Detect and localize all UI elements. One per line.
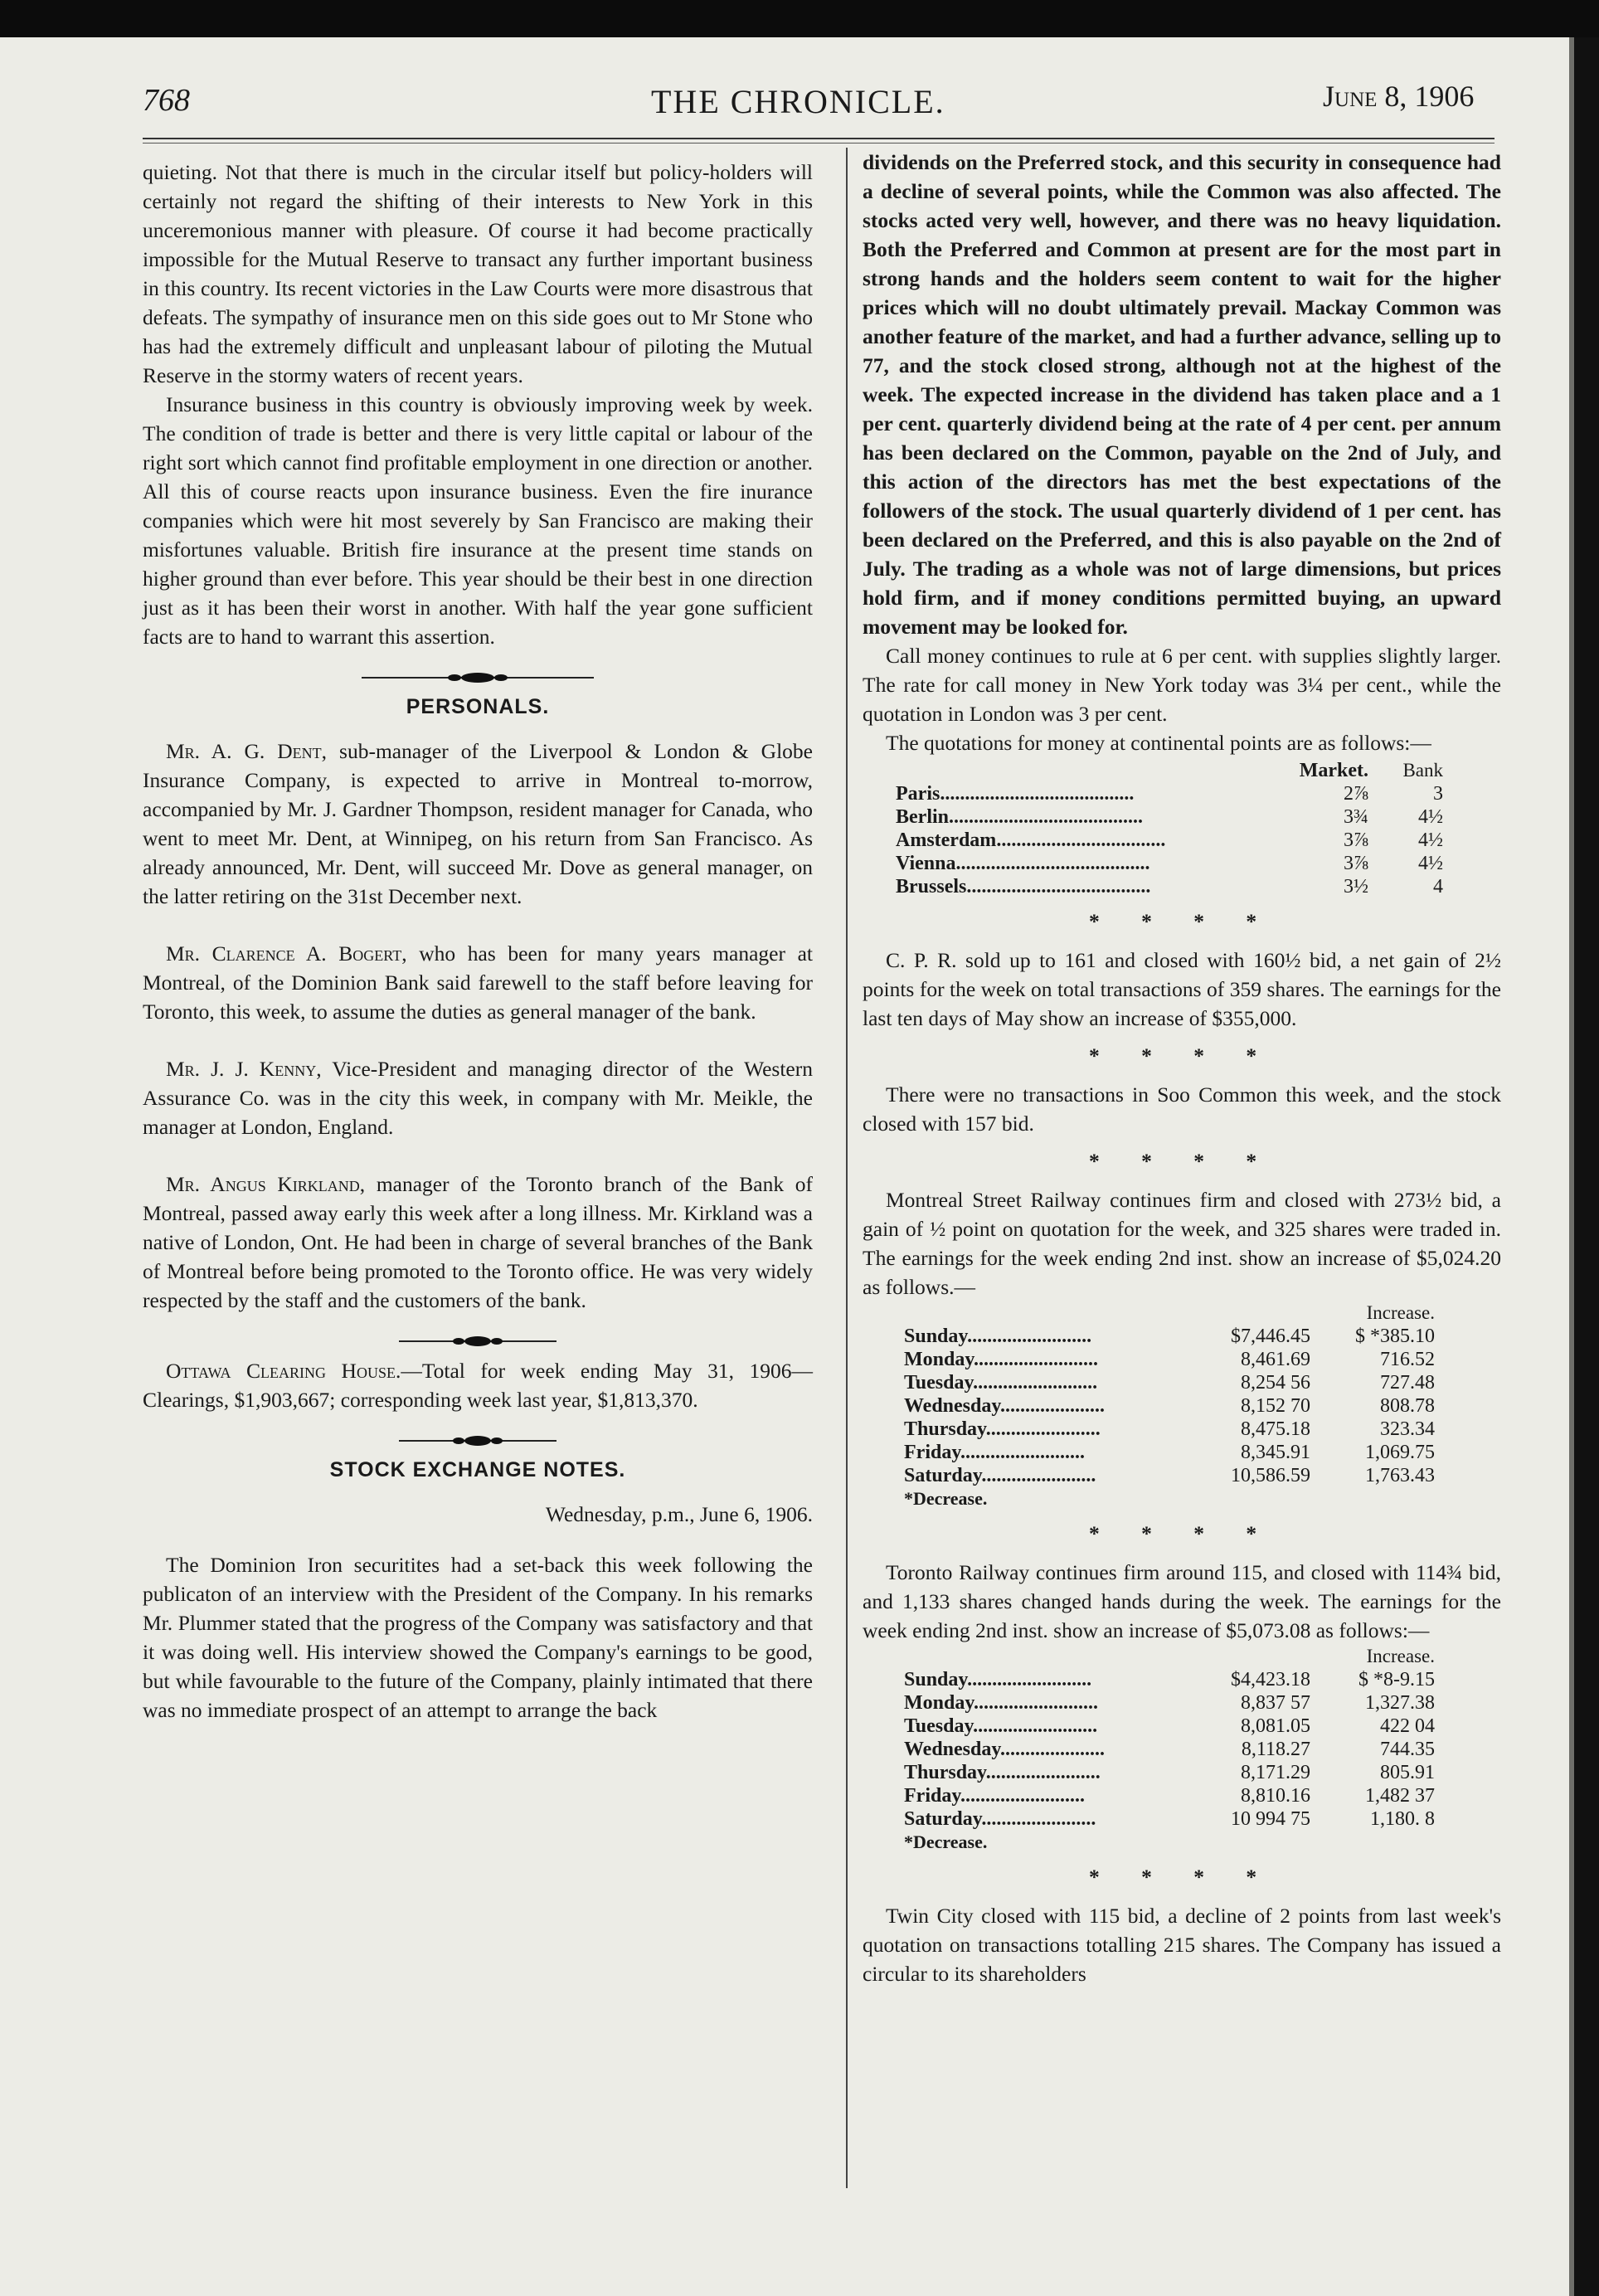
bank-rate: 4½ bbox=[1418, 829, 1443, 851]
paragraph: quieting. Not that there is much in the circular itself but policy-holders will certainly not regard the shifting of their interests to New York in this unceremonious manner with pleasure. Of course it had become practically impossible for the Mutual Reserve to transact any further important business in this country. Its recent victories in the Law Courts were more disastrous that defeats. The sympathy of insurance men on this side goes out to Mr Stone who has had the extremely difficult and unpleasant labour of piloting the Mutual Reserve in the stormy waters of recent years. bbox=[143, 160, 813, 387]
clearing-house-text: —Total for week ending May 31, 1906—Clearings, $1,903,667; corresponding week last year, $1,813,370. bbox=[143, 1359, 813, 1412]
table-header-row bbox=[904, 1645, 1435, 1668]
earnings-increase: 808.78 bbox=[1380, 1395, 1435, 1417]
earnings-increase: 422 04 bbox=[1380, 1715, 1435, 1737]
earnings-amount: 8,810.16 bbox=[1241, 1785, 1310, 1807]
earnings-amount: 8,461.69 bbox=[1241, 1349, 1310, 1370]
personal-item bbox=[143, 1054, 813, 1141]
city-label: Berlin....................................... bbox=[896, 806, 1143, 828]
left-column bbox=[143, 158, 813, 1724]
earnings-amount: 8,345.91 bbox=[1241, 1442, 1310, 1463]
earnings-amount: 10 994 75 bbox=[1231, 1808, 1310, 1830]
table-row: Monday......................... 8,837 57 1,327.38 bbox=[904, 1692, 1435, 1714]
section-separator-stars: * * * * bbox=[1088, 1149, 1276, 1173]
earnings-increase: 716.52 bbox=[1380, 1349, 1435, 1370]
day-label: Monday bbox=[904, 1349, 974, 1370]
earnings-amount: 10,586.59 bbox=[1231, 1465, 1310, 1486]
personal-item bbox=[143, 737, 813, 911]
person-name: Mr. Clarence A. Bogert, bbox=[166, 941, 407, 966]
earnings-increase: $ *8-9.15 bbox=[1358, 1669, 1435, 1690]
earnings-increase: 727.48 bbox=[1380, 1372, 1435, 1394]
paragraph: The Dominion Iron securitites had a set-back this week following the publicaton of an interview with the President of the Company. In his remarks Mr. Plummer stated that the progress of the Company was satisfactory and that it was doing well. His interview showed the Company's earnings to be good, but while favourable to the future of the Company, plainly intimated that there was no immediate prospect of an attempt to arrange the back bbox=[143, 1553, 813, 1722]
column-header-bank: Bank bbox=[1402, 760, 1443, 781]
personal-item bbox=[143, 1170, 813, 1315]
decrease-footnote: *Decrease. bbox=[904, 1488, 988, 1509]
earnings-amount: 8,118.27 bbox=[1241, 1739, 1310, 1760]
bank-rate: 3 bbox=[1433, 783, 1443, 805]
day-label: Saturday bbox=[904, 1465, 982, 1486]
table-row: Tuesday......................... 8,081.05 422 04 bbox=[904, 1715, 1435, 1737]
bank-rate: 4 bbox=[1433, 876, 1443, 897]
day-label: Sunday bbox=[904, 1326, 968, 1347]
section-separator-stars: * * * * bbox=[1088, 1043, 1276, 1068]
scan-top-border bbox=[0, 0, 1599, 37]
person-name: Mr. Angus Kirkland, bbox=[166, 1172, 366, 1196]
day-label: Sunday bbox=[904, 1669, 968, 1690]
day-label: Tuesday bbox=[904, 1715, 974, 1737]
table-footnote-row bbox=[904, 1831, 1435, 1854]
money-rates-table bbox=[896, 759, 1443, 898]
table-header-row bbox=[904, 1301, 1435, 1325]
city-label: Brussels..................................... bbox=[896, 876, 1151, 897]
table-row: Friday......................... 8,345.91 1,069.75 bbox=[904, 1442, 1435, 1463]
earnings-amount: 8,254 56 bbox=[1241, 1372, 1310, 1394]
market-rate: 3⅞ bbox=[1344, 853, 1368, 874]
table-row: Saturday....................... 10 994 75 1,180. 8 bbox=[904, 1808, 1435, 1830]
table-row: Monday......................... 8,461.69 716.52 bbox=[904, 1349, 1435, 1370]
bank-rate: 4½ bbox=[1418, 806, 1443, 828]
earnings-increase: 1,327.38 bbox=[1365, 1692, 1435, 1714]
market-rate: 3⅞ bbox=[1344, 829, 1368, 851]
person-name: Mr. J. J. Kenny, bbox=[166, 1057, 322, 1081]
city-label: Paris....................................... bbox=[896, 783, 1135, 805]
column-header-increase: Increase. bbox=[1366, 1302, 1435, 1323]
day-label: Friday bbox=[904, 1785, 961, 1807]
table-header-row bbox=[896, 759, 1443, 782]
decrease-footnote: *Decrease. bbox=[904, 1831, 988, 1852]
personal-text: manager of the Toronto branch of the Bank of Montreal, passed away early this week after a long illness. Mr. Kirkland was a native of London, Ont. He had been in charge of several branches of the Bank of Montreal before being promoted to the Toronto office. He was very widely respected by the staff and the customers of the bank. bbox=[143, 1172, 813, 1312]
earnings-amount: $7,446.45 bbox=[1231, 1326, 1310, 1347]
ornament-rule bbox=[399, 1434, 556, 1447]
market-rate: 3¾ bbox=[1344, 806, 1368, 828]
day-label: Wednesday bbox=[904, 1739, 1001, 1760]
table-row: Sunday......................... $4,423.18 $ *8-9.15 bbox=[904, 1669, 1435, 1690]
ornament-rule bbox=[362, 671, 594, 684]
column-divider bbox=[846, 148, 848, 2188]
table-row: Wednesday..................... 8,118.27 744.35 bbox=[904, 1739, 1435, 1760]
masthead-title: THE CHRONICLE. bbox=[651, 83, 945, 120]
earnings-increase: 1,482 37 bbox=[1365, 1785, 1435, 1807]
column-header-market: Market. bbox=[1299, 760, 1368, 781]
day-label: Wednesday bbox=[904, 1395, 1001, 1417]
earnings-amount: 8,171.29 bbox=[1241, 1762, 1310, 1783]
table-row bbox=[896, 782, 1443, 805]
paragraph: Twin City closed with 115 bid, a decline of 2 points from last week's quotation on transactions totalling 215 shares. The Company has issued a circular to its shareholders bbox=[863, 1904, 1501, 1986]
paragraph: Toronto Railway continues firm around 115, and closed with 114¾ bid, and 1,133 shares changed hands during the week. The earnings for the week ending 2nd inst. show an increase of $5,073.08 as follows:— bbox=[863, 1560, 1501, 1642]
earnings-amount: 8,152 70 bbox=[1241, 1395, 1310, 1417]
header-rule-thin bbox=[143, 143, 1495, 144]
personal-item bbox=[143, 939, 813, 1026]
table-row bbox=[896, 875, 1443, 898]
earnings-increase: 1,180. 8 bbox=[1370, 1808, 1435, 1830]
person-name: Mr. A. G. Dent, bbox=[166, 739, 328, 763]
table-footnote-row bbox=[904, 1487, 1435, 1510]
earnings-increase: 1,069.75 bbox=[1365, 1442, 1435, 1463]
table-row: Friday......................... 8,810.16 1,482 37 bbox=[904, 1785, 1435, 1807]
day-label: Thursday bbox=[904, 1762, 986, 1783]
section-heading-stock-exchange: STOCK EXCHANGE NOTES. bbox=[329, 1458, 626, 1481]
paragraph: The quotations for money at continental points are as follows:— bbox=[886, 731, 1431, 755]
dateline: Wednesday, p.m., June 6, 1906. bbox=[545, 1502, 813, 1526]
section-separator-stars: * * * * bbox=[1088, 1865, 1276, 1889]
day-label: Tuesday bbox=[904, 1372, 974, 1394]
market-rate: 3½ bbox=[1344, 876, 1368, 897]
day-label: Monday bbox=[904, 1692, 974, 1714]
earnings-increase: 323.34 bbox=[1380, 1418, 1435, 1440]
earnings-increase: 744.35 bbox=[1380, 1739, 1435, 1760]
table-row: Sunday......................... $7,446.45 $ *385.10 bbox=[904, 1326, 1435, 1347]
personal-text: Vice-President and managing director of the Western Assurance Co. was in the city this week, in company with Mr. Meikle, the manager at London, England. bbox=[143, 1057, 813, 1139]
paragraph: Montreal Street Railway continues firm and closed with 273½ bid, a gain of ½ point on quotation for the week, and 325 shares were traded in. The earnings for the week ending 2nd inst. show an increase of $5,024.20 as follows.— bbox=[863, 1188, 1501, 1299]
clearing-house-item bbox=[143, 1356, 813, 1414]
section-separator-stars: * * * * bbox=[1088, 1521, 1276, 1545]
table-row bbox=[896, 829, 1443, 852]
scan-right-border bbox=[1574, 37, 1599, 2296]
city-label: Vienna....................................... bbox=[896, 853, 1150, 874]
table-row: Wednesday..................... 8,152 70 808.78 bbox=[904, 1395, 1435, 1417]
issue-date: June 8, 1906 bbox=[1323, 80, 1475, 113]
column-header-increase: Increase. bbox=[1366, 1646, 1435, 1666]
section-separator-stars: * * * * bbox=[1088, 909, 1276, 933]
section-heading-personals: PERSONALS. bbox=[406, 695, 550, 718]
personal-text: who has been for many years manager at Montreal, of the Dominion Bank said farewell to the staff before leaving for Toronto, this week, to assume the duties as general manager of the bank. bbox=[143, 941, 813, 1024]
paragraph: Call money continues to rule at 6 per cent. with supplies slightly larger. The rate for call money in New York today was 3¼ per cent., while the quotation in London was 3 per cent. bbox=[863, 644, 1501, 726]
earnings-amount: 8,837 57 bbox=[1241, 1692, 1310, 1714]
earnings-amount: $4,423.18 bbox=[1231, 1669, 1310, 1690]
earnings-amount: 8,081.05 bbox=[1241, 1715, 1310, 1737]
paragraph: dividends on the Preferred stock, and this security in consequence had a decline of several points, while the Common was also affected. The stocks acted very well, however, and there was no heavy liquidation. Both the Preferred and Common at present are for the most part in strong hands and the holders seem content to wait for the higher prices which will no doubt ultimately prevail. Mackay Common was another feature of the market, and had a further advance, selling up to 77, and the stock closed strong, although not at the highest of the week. The expected increase in the dividend has taken place and a 1 per cent. quarterly dividend being at the rate of 4 per cent. per annum has been declared on the Common, payable on the 2nd of July, and this action of the directors has met the best expectations of the followers of the stock. The usual quarterly dividend of 1 per cent. has been declared on the Preferred, and this is also payable on the 2nd of July. The trading as a whole was not of large dimensions, but prices hold firm, and if money conditions permitted buying, an upward movement may be looked for. bbox=[863, 150, 1501, 639]
page-header bbox=[0, 46, 1569, 120]
earnings-amount: 8,475.18 bbox=[1241, 1418, 1310, 1440]
table-row bbox=[896, 805, 1443, 829]
earnings-increase: $ *385.10 bbox=[1355, 1326, 1435, 1347]
table-row bbox=[896, 852, 1443, 875]
table-row: Saturday....................... 10,586.59 1,763.43 bbox=[904, 1465, 1435, 1486]
ornament-rule bbox=[399, 1335, 556, 1348]
bank-rate: 4½ bbox=[1418, 853, 1443, 874]
day-label: Thursday bbox=[904, 1418, 986, 1440]
earnings-increase: 805.91 bbox=[1380, 1762, 1435, 1783]
table-row: Thursday....................... 8,171.29 805.91 bbox=[904, 1762, 1435, 1783]
market-rate: 2⅞ bbox=[1344, 783, 1368, 805]
toronto-railway-earnings-table bbox=[904, 1645, 1435, 1854]
table-row: Tuesday......................... 8,254 56 727.48 bbox=[904, 1372, 1435, 1394]
right-column bbox=[863, 148, 1501, 1988]
city-label: Amsterdam.................................. bbox=[896, 829, 1166, 851]
table-row: Thursday....................... 8,475.18 323.34 bbox=[904, 1418, 1435, 1440]
street-railway-earnings-table bbox=[904, 1301, 1435, 1510]
paragraph: Insurance business in this country is obviously improving week by week. The condition of trade is better and there is very little capital or labour of the right sort which cannot find profitable employment in one direction or another. All this of course reacts upon insurance business. Even the fire inurance companies which were hit most severely by San Francisco are making their misfortunes valuable. British fire insurance at the present time stands on higher ground than ever before. This year should be their best in one direction just as it has been their worst in another. With half the year gone sufficient facts are to hand to warrant this assertion. bbox=[143, 392, 813, 649]
personal-text: sub-manager of the Liverpool & London & Globe Insurance Company, is expected to arrive in Montreal to-morrow, accompanied by Mr. J. Gardner Thompson, resident manager for Canada, who went to meet Mr. Dent, at Winnipeg, on his return from San Francisco. As already announced, Mr. Dent, will succeed Mr. Dove as general manager, on the latter retiring on the 31st December next. bbox=[143, 739, 814, 908]
header-rule bbox=[143, 138, 1495, 139]
day-label: Saturday bbox=[904, 1808, 982, 1830]
paragraph: C. P. R. sold up to 161 and closed with 160½ bid, a net gain of 2½ points for the week on total transactions of 359 shares. The earnings for the last ten days of May show an increase of $355,000. bbox=[863, 948, 1501, 1030]
day-label: Friday bbox=[904, 1442, 961, 1463]
clearing-house-name: Ottawa Clearing House. bbox=[166, 1359, 401, 1383]
paragraph: There were no transactions in Soo Common this week, and the stock closed with 157 bid. bbox=[863, 1082, 1501, 1136]
page-number: 768 bbox=[143, 83, 190, 118]
earnings-increase: 1,763.43 bbox=[1365, 1465, 1435, 1486]
